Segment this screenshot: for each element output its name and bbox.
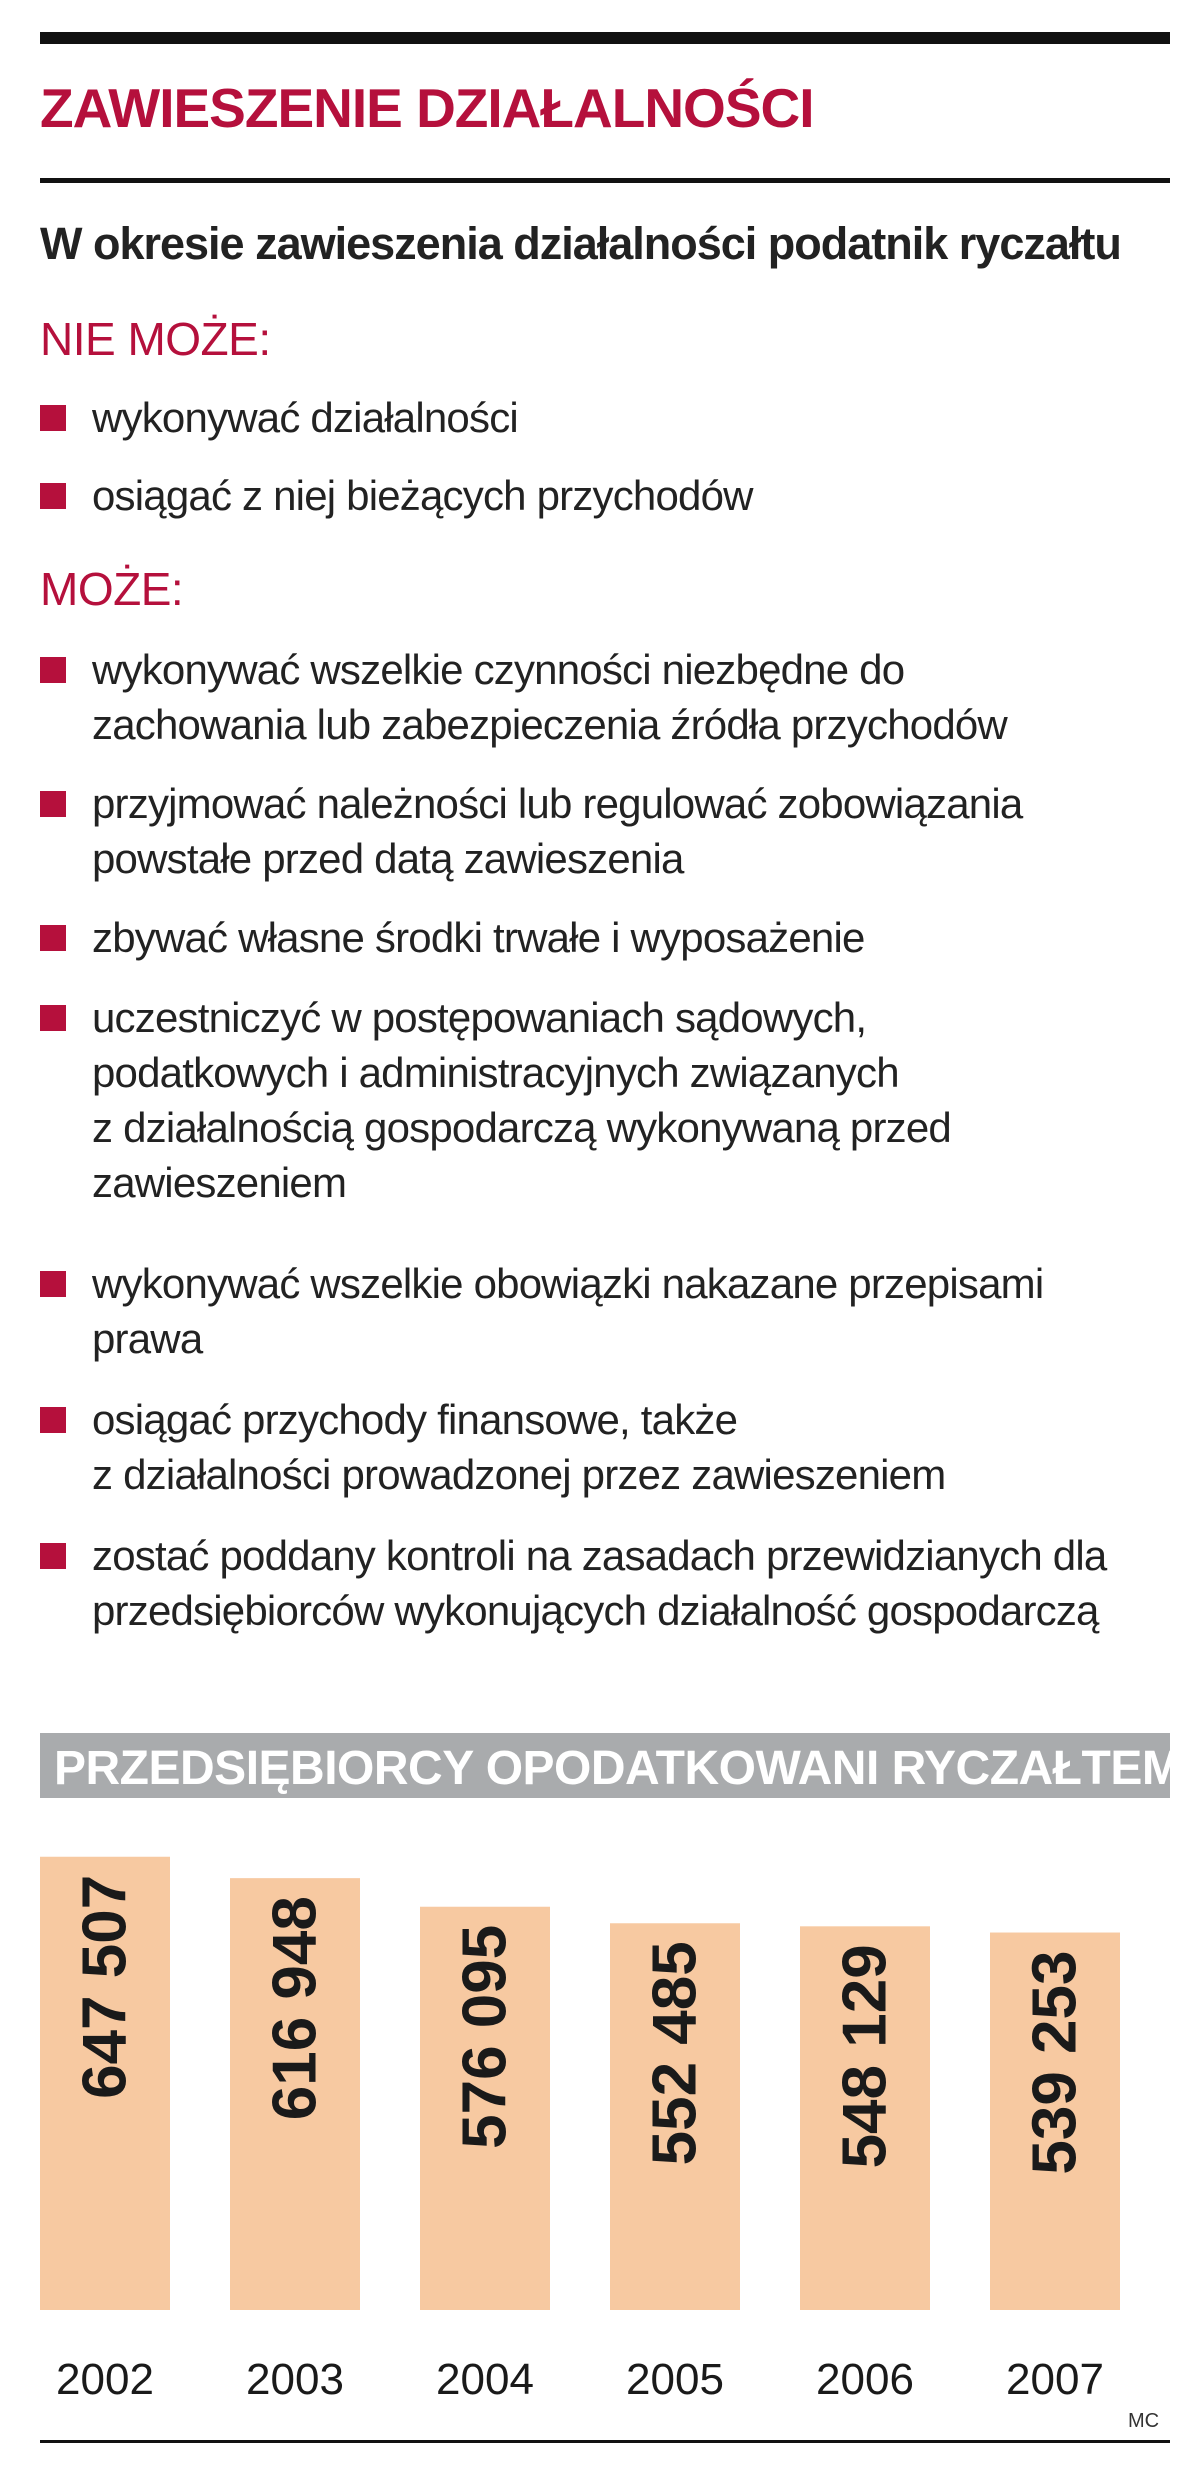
list-item: osiągać przychody finansowe, także z działalności prowadzonej przez zawieszeniem [40, 1392, 1170, 1502]
list-item: zbywać własne środki trwałe i wyposażenie [40, 910, 1170, 965]
list-item: przyjmować należności lub regulować zobowiązania powstałe przed datą zawieszenia [40, 776, 1170, 886]
square-bullet-icon [40, 1407, 66, 1433]
square-bullet-icon [40, 483, 66, 509]
value-label: 576 095 [450, 1924, 520, 2149]
chart-title: PRZEDSIĘBIORCY OPODATKOWANI RYCZAŁTEM [54, 1742, 1182, 1795]
bottom-rule [40, 2440, 1170, 2443]
square-bullet-icon [40, 1005, 66, 1031]
square-bullet-icon [40, 1271, 66, 1297]
square-bullet-icon [40, 405, 66, 431]
credit: MC [1128, 2410, 1160, 2432]
bar-chart [40, 1800, 1170, 2440]
square-bullet-icon [40, 1543, 66, 1569]
cannot-heading: NIE MOŻE: [40, 313, 271, 365]
x-tick-label: 2004 [436, 2355, 534, 2404]
value-label: 548 129 [830, 1944, 900, 2169]
top-rule [40, 32, 1170, 44]
page-title: ZAWIESZENIE DZIAŁALNOŚCI [40, 77, 814, 139]
can-heading: MOŻE: [40, 563, 184, 615]
value-label: 552 485 [640, 1941, 710, 2166]
list-item: wykonywać wszelkie czynności niezbędne do zachowania lub zabezpieczenia źródła przychodów [40, 642, 1170, 752]
x-tick-label: 2002 [56, 2355, 154, 2404]
value-label: 616 948 [260, 1896, 330, 2121]
list-item: uczestniczyć w postępowaniach sądowych, podatkowych i administracyjnych związanych z działalnością gospodarczą wykonywaną przed zawieszeniem [40, 990, 1170, 1210]
list-item: osiągać z niej bieżących przychodów [40, 468, 1170, 523]
list-item: zostać poddany kontroli na zasadach przewidzianych dla przedsiębiorców wykonujących działalność gospodarczą [40, 1528, 1170, 1638]
chart-header [40, 1733, 1182, 1798]
list-item: wykonywać wszelkie obowiązki nakazane przepisami prawa [40, 1256, 1170, 1366]
square-bullet-icon [40, 791, 66, 817]
x-tick-label: 2003 [246, 2355, 344, 2404]
title-rule [40, 178, 1170, 183]
x-tick-label: 2006 [816, 2355, 914, 2404]
x-tick-label: 2005 [626, 2355, 724, 2404]
square-bullet-icon [40, 657, 66, 683]
value-label: 647 507 [70, 1874, 140, 2099]
square-bullet-icon [40, 925, 66, 951]
value-label: 539 253 [1020, 1950, 1090, 2175]
subtitle: W okresie zawieszenia działalności podatnik ryczałtu [40, 218, 1121, 269]
x-tick-label: 2007 [1006, 2355, 1104, 2404]
list-item: wykonywać działalności [40, 390, 1170, 445]
